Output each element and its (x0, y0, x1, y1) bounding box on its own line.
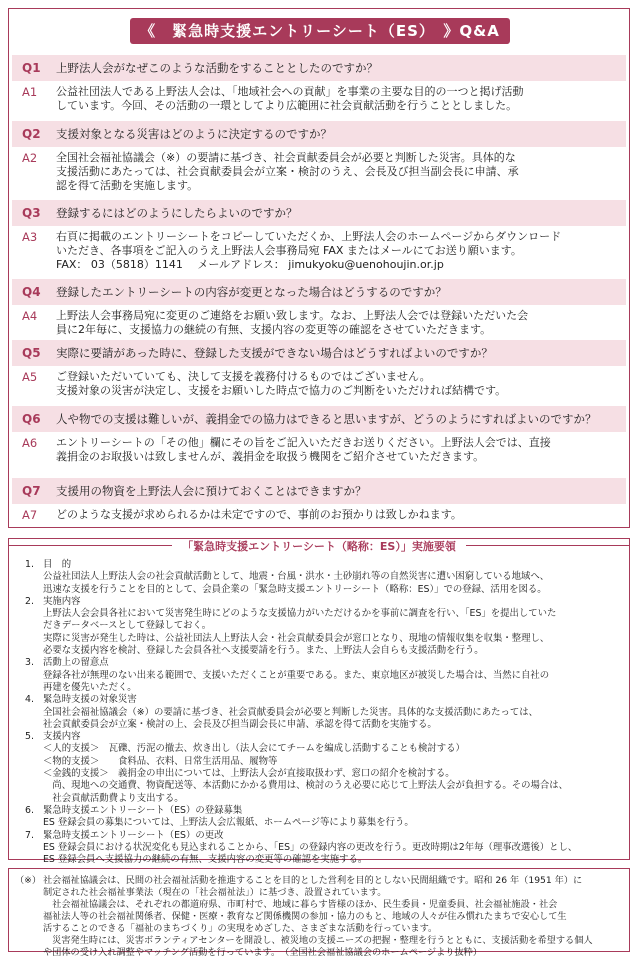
question-text: 支援対象となる災害はどのように決定するのですか？ (56, 127, 332, 141)
question-label: Q2 (22, 127, 41, 141)
section-body: ES 登録会員の募集については、上野法人会広報紙、ホームページ等により募集を行う。 (43, 817, 414, 829)
answer-row (12, 81, 626, 113)
question-label: Q5 (22, 346, 41, 360)
section-body: 登録各社が無理のない出来る範囲で、支援いただくことが重要である。また、東京地区が被災した場合は、当然に自社の 再建を優先いただく。 (43, 669, 550, 693)
footnote-text: 社会福祉協議会は、民間の社会福祉活動を推進することを目的とした営利を目的としない民間組織です。昭和 26 年（1951 年）に 制定された社会福祉事業法（現在の「社会福祉法」）に基づき、設置されています。 社会福祉協議会は、それぞれの都道府県、市町村で、地域に暮らす皆様のほか、民生委員・児童委員、社会福祉施設・社会 福祉法人等の社会福祉関係者、保健・医療・教育など関係機関の参加・協力のもと、地域の人々が住み慣れたまちで安心して生 活することのできる「福祉のまちづくり」の実現をめざした、さまざまな活動を行っています。 災害発生時には、災害ボランティアセンターを開設し、被災地の支援ニーズの把握・整理を行うとともに、支援活動を希望する個人 や団体の受け入れ調整やマッチング活動を行っています。 （全国社会福祉協議会のホームページより抜粋） (43, 875, 593, 958)
question-row (12, 340, 626, 366)
section-number: 5. (25, 731, 34, 743)
answer-label: A4 (22, 309, 38, 323)
section-number: 3. (25, 657, 34, 669)
section-body: 上野法人会会員各社において災害発生時にどのような支援協力がいただけるかを事前に調査を行い、「ES」を提出していた だきデータベースとして登録しておく。 実際に災害が発生した時は、公益社団法人上野法人会・社会貢献委員会が窓口となり、現地の情報収集を収集・整理し、 必要な支援内容を検討、登録した会員各社へ支援要請を行う。また、上野法人会自らも支援活動を行う。 (43, 608, 557, 657)
question-label: Q1 (22, 61, 41, 75)
qa-item (12, 406, 626, 464)
answer-label: A3 (22, 230, 38, 244)
guideline-box (8, 538, 630, 866)
section-heading: 支援内容 (43, 731, 81, 743)
section-heading: 緊急時支援エントリーシート（ES）の更改 (43, 829, 224, 841)
qa-item (12, 121, 626, 193)
section-heading: 目 的 (43, 559, 72, 570)
question-row (12, 406, 626, 432)
question-label: Q7 (22, 484, 41, 498)
qa-item (12, 55, 626, 113)
guideline-section (25, 596, 619, 657)
answer-text: ご登録いただいていても、決して支援を義務付けるものではございません。 支援対象の災害が決定し、支援をお願いした時点で協力のご判断をいただければ結構です。 (56, 370, 507, 397)
question-row (12, 55, 626, 81)
answer-text: 全国社会福祉協議会（※）の要請に基づき、社会貢献委員会が必要と判断した災害。具体的な 支援活動にあたっては、社会貢献委員会が立案・検討のうえ、会長及び担当副会長に申請、承 認を得て活動を実施します。 (56, 151, 519, 192)
question-row (12, 121, 626, 147)
answer-label: A7 (22, 508, 38, 522)
answer-label: A6 (22, 436, 38, 450)
qa-item (12, 279, 626, 337)
question-text: 登録するにはどのようにしたらよいのですか？ (56, 206, 298, 220)
guideline-section (25, 559, 619, 596)
qa-item (12, 340, 626, 398)
guideline-section (25, 694, 619, 731)
section-number: 7. (25, 829, 34, 841)
question-text: 上野法人会がなぜこのような活動をすることとしたのですか？ (56, 61, 378, 75)
section-heading: 緊急時支援の対象災害 (43, 694, 137, 706)
qa-item (12, 200, 626, 272)
guideline-section (25, 731, 619, 805)
answer-row (12, 366, 626, 398)
guideline-title: 「緊急時支援エントリーシート（略称：ES）」実施要領 (9, 538, 629, 554)
answer-row (12, 147, 626, 193)
answer-text: 公益社団法人である上野法人会は、「地域社会への貢献」を事業の主要な目的の一つと掲げ活動 しています。今回、その活動の一環としてより広範囲に社会貢献活動を行うこととしました。 (56, 85, 524, 112)
question-label: Q3 (22, 206, 41, 220)
answer-label: A2 (22, 151, 38, 165)
section-body: 全国社会福祉協議会（※）の要請に基づき、社会貢献委員会が必要と判断した災害。具体的な支援活動にあたっては、 社会貢献委員会が立案・検討の上、会長及び担当副会長に申請、承認を得て活動を実施する。 (43, 706, 538, 730)
answer-text: どのような支援が求められるかは未定ですので、事前のお預かりは致しかねます。 (56, 508, 462, 521)
answer-text: 上野法人会事務局宛に変更のご連絡をお願い致します。なお、上野法人会では登録いただいた会 員に2年毎に、支援協力の継続の有無、支援内容の変更等の確認をさせていただきます。 (56, 309, 529, 336)
section-body: 公益社団法人上野法人会の社会貢献活動として、地震・台風・洪水・土砂崩れ等の自然災害に遭い困窮している地域へ、 迅速な支援を行うことを目的として、会員企業の「緊急時支援エントリーシート（略称：ES）」での登録、活用を図る。 (43, 571, 550, 595)
section-heading: 緊急時支援エントリーシート（ES）の登録募集 (43, 804, 243, 816)
question-row (12, 279, 626, 305)
answer-row (12, 305, 626, 337)
page-title: 《 緊急時支援エントリーシート（ES） 》Q&A (130, 18, 510, 44)
guideline-section (25, 830, 619, 867)
section-body: ES 登録会員における状況変化も見込まれることから、「ES」の登録内容の更改を行う。更改時期は2年毎（理事改選後）とし、 ES 登録会員へ支援協力の継続の有無、支援内容の変更等の確認を実施する。 (43, 841, 578, 866)
guideline-section (25, 657, 619, 694)
question-text: 登録したエントリーシートの内容が変更となった場合はどうするのですか？ (56, 285, 447, 299)
guideline-section (25, 805, 619, 830)
qa-item (12, 478, 626, 522)
question-text: 支援用の物資を上野法人会に預けておくことはできますか？ (56, 484, 367, 498)
section-heading: 実施内容 (43, 595, 81, 607)
answer-text: 右頁に掲載のエントリーシートをコピーしていただくか、上野法人会のホームページからダウンロード いただき、各事項をご記入のうえ上野法人会事務局宛 FAX またはメールにてお送り願います。 FAX： 03（5818）1141 メールアドレス： jimukyoku@uenohoujin.or.jp (56, 230, 562, 271)
question-text: 実際に要請があった時に、登録した支援ができない場合はどうすればよいのですか？ (56, 346, 493, 360)
section-heading: 活動上の留意点 (43, 657, 109, 669)
answer-row (12, 432, 626, 464)
answer-label: A5 (22, 370, 38, 384)
question-label: Q4 (22, 285, 41, 299)
question-row (12, 478, 626, 504)
section-body: ＜人的支援＞ 瓦礫、汚泥の撤去、炊き出し（法人会にてチームを編成し活動することも検討する） ＜物的支援＞ 食料品、衣料、日常生活用品、履物等 ＜金銭的支援＞ 義捐金の申出については、上野法人会が直接取扱わず、窓口の紹介を検討する。 尚、現地への交通費、物資配送等、本活動にかかる費用は、検討のうえ必要に応じて上野法人会が負担する。その場合は、 社会貢献活動費より支出する。 (43, 743, 569, 804)
question-row (12, 200, 626, 226)
footnote-mark: （※） (15, 875, 42, 886)
guideline-sections (25, 559, 619, 866)
answer-text: エントリーシートの「その他」欄にその旨をご記入いただきお送りください。上野法人会では、直接 義捐金のお取扱いは致しませんが、義捐金を取扱う機関をご紹介させていただきます。 (56, 436, 551, 463)
section-number: 1. (25, 559, 34, 570)
answer-row (12, 226, 626, 272)
question-label: Q6 (22, 412, 41, 426)
footnote-box (8, 868, 630, 958)
answer-row (12, 504, 626, 522)
section-number: 2. (25, 595, 34, 607)
question-text: 人や物での支援は難しいが、義捐金での協力はできると思いますが、どうのようにすればよいのですか？ (56, 412, 597, 426)
section-number: 6. (25, 804, 34, 816)
section-number: 4. (25, 694, 34, 706)
answer-label: A1 (22, 85, 38, 99)
